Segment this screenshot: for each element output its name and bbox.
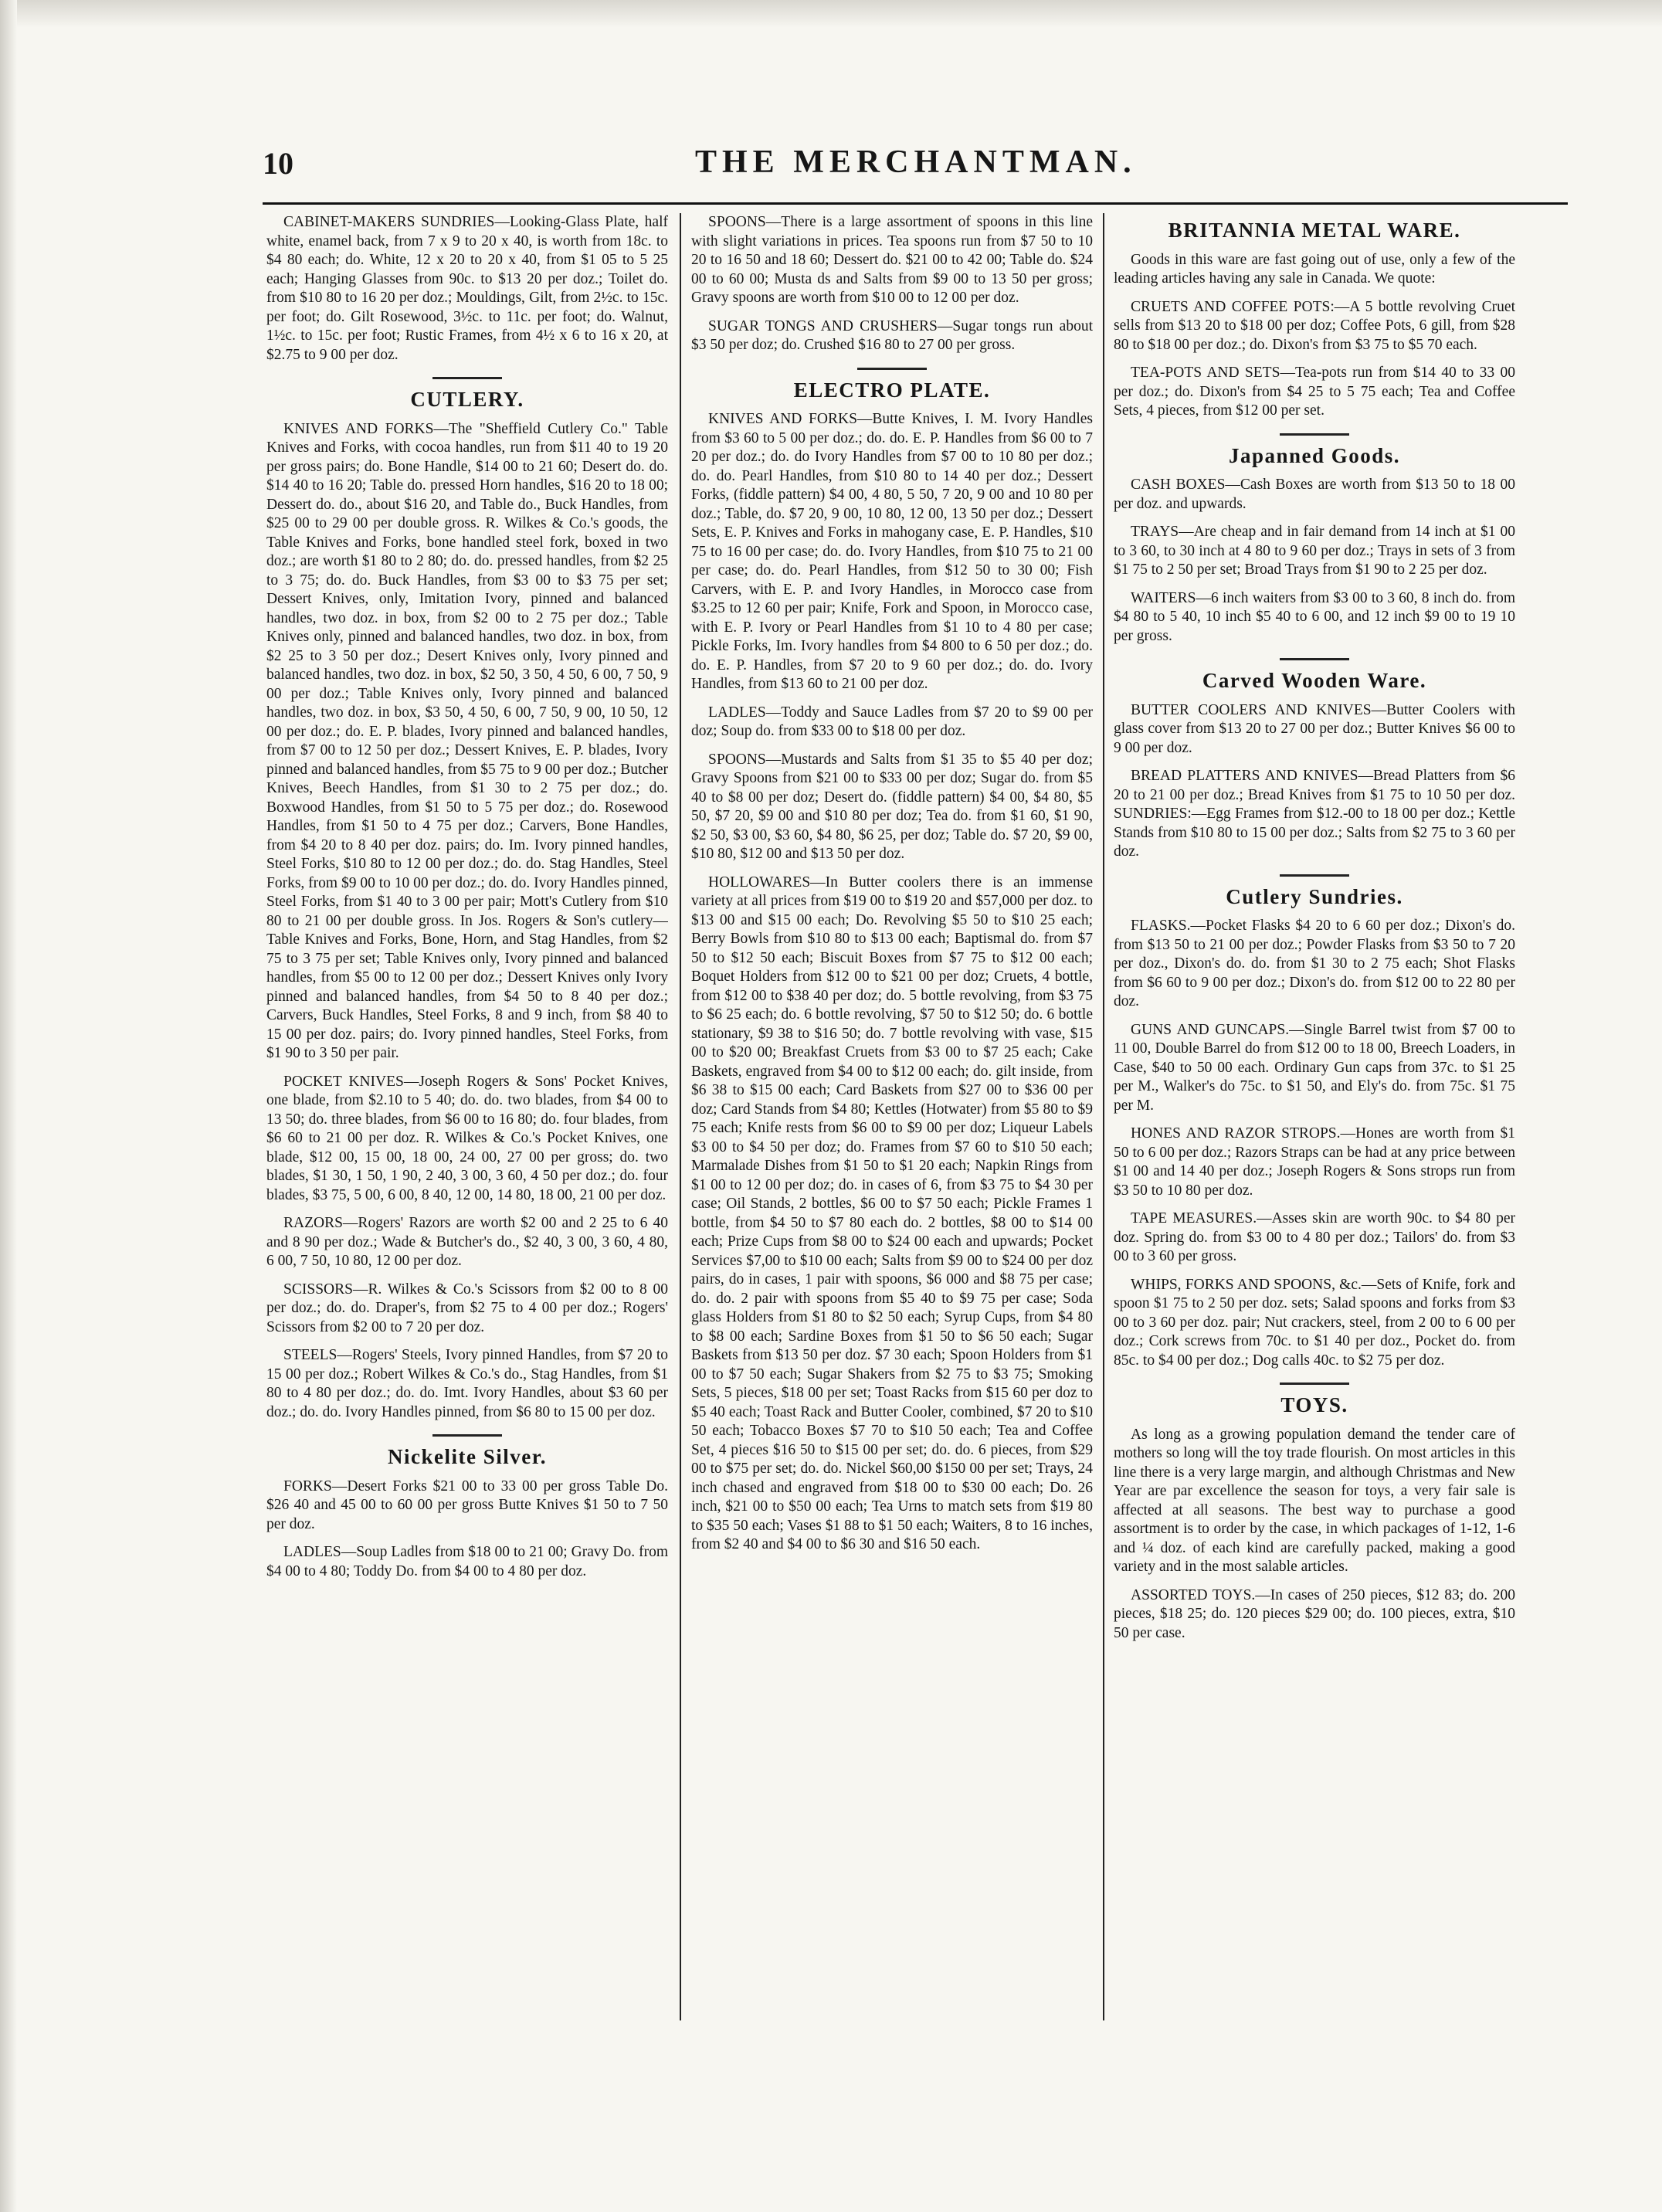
paragraph-forks: FORKS—Desert Forks $21 00 to 33 00 per gross Table Do. $26 40 and 45 00 to 60 00 per gross Butte Knives $1 50 to 7 50 per doz. bbox=[266, 1477, 668, 1532]
paragraph-spoons-electro: SPOONS—Mustards and Salts from $1 35 to $5 40 per doz; Gravy Spoons from $21 00 to $33 00 per doz; Sugar do. from $5 40 to $8 00 per doz; Desert do. (fiddle pattern) $4 00, $4 80, $5 50, $7 20, $9 00 and $10 80 per doz; Tea do. from $1 60, $1 90, $2 50, $3 00, $3 60, $4 80, $6 25, per doz; Table do. $7 20, $9 00, $10 80, $12 00 and $13 50 per doz. bbox=[691, 751, 1093, 862]
paragraph-sugar-tongs: SUGAR TONGS AND CRUSHERS—Sugar tongs run about $3 50 per doz; do. Crushed $16 80 to 27 00 per gross. bbox=[691, 317, 1093, 353]
paragraph-whips-forks-spoons: WHIPS, FORKS AND SPOONS, &c.—Sets of Knife, fork and spoon $1 75 to 2 50 per doz. sets; Salad spoons and forks from $3 00 to 3 60 per doz. pair; Nut crackers, steel, from 2 00 to 6 00 per doz.; Cork screws from 70c. to $1 40 per doz., Pocket do. from 85c. to $4 00 per doz.; Dog calls 40c. to $2 75 per doz. bbox=[1114, 1276, 1515, 1369]
column-divider bbox=[1103, 213, 1104, 2020]
column-1 bbox=[266, 213, 668, 2152]
paragraph-cabinet-makers: CABINET-MAKERS SUNDRIES—Looking-Glass Plate, half white, enamel back, from 7 x 9 to 20 x 40, is worth from 18c. to $4 80 each; do. White, 12 x 20 to 20 x 40, from $1 05 to 5 25 each; Hanging Glasses from 90c. to $13 20 per doz.; Toilet do. from $10 80 to 16 20 per doz.; Mouldings, Gilt, from 2½c. to 15c. per foot; do. Gilt Rosewood, 3½c. to 11c. per foot; do. Walnut, 1½c. to 15c. per foot; Rustic Frames, from 4½ x 6 to 16 x 20, at $2.75 to 9 00 per doz. bbox=[266, 214, 668, 363]
paragraph-butter-coolers: BUTTER COOLERS AND KNIVES—Butter Coolers with glass cover from $13 20 to 27 00 per doz.; Butter Knives $6 00 to 9 00 per doz. bbox=[1114, 701, 1515, 756]
paper-top-edge bbox=[0, 0, 1662, 28]
paper-left-edge bbox=[0, 0, 17, 2212]
section-rule bbox=[1280, 658, 1349, 660]
paragraph-knives-forks: KNIVES AND FORKS—Butte Knives, I. M. Ivory Handles from $3 60 to 5 00 per doz.; do. do. E. P. Handles from $6 00 to 7 20 per doz.; do. do Ivory Handles from $7 00 to 10 80 per doz.; do. do. Pearl Handles, from $10 80 to 14 40 per doz.; Dessert Forks, (fiddle pattern) $4 00, 4 80, 5 50, 7 20, 9 00 and 10 80 per doz.; Table, do. $7 20, 9 00, 10 80, 12 00, 13 50 per doz.; Dessert Sets, E. P. Knives and Forks in mahogany case, E. P. Handles, $10 75 to 16 00 per case; do. do. Ivory Handles, from $10 75 to 21 00 per case; do. do. Pearl Handles, from $12 50 to 30 00; Fish Carvers, with E. P. and Ivory Handles, in Morocco case from $3.25 to 12 60 per pair; Knife, Fork and Spoon, in Morocco case, with E. P. Ivory or Pearl Handles from $1 10 to 4 80 per case; Pickle Forks, Im. Ivory handles from $4 800 to 6 50 per doz.; do. do. E. P. Handles, from $7 20 to 9 60 per doz.; do. do. Ivory Handles, from $13 60 to 21 00 per doz. bbox=[691, 411, 1093, 692]
heading-carved-wooden-ware: Carved Wooden Ware. bbox=[1202, 669, 1427, 692]
paragraph-britannia-intro: Goods in this ware are fast going out of use, only a few of the leading articles having any sale in Canada. We quote: bbox=[1114, 251, 1515, 287]
paragraph-hollowares: HOLLOWARES—In Butter coolers there is an immense variety at all prices from $19 00 to $19 20 and $57,000 per doz. to $13 00 and $15 00 each; Do. Revolving $5 50 to $10 25 each; Berry Bowls from $10 80 to $13 00 each; Baptismal do. from $7 50 to $12 50 each; Biscuit Boxes from $7 75 to $12 00 each; Boquet Holders from $12 00 to $21 00 per doz; Cruets, 4 bottle, from $12 00 to $38 40 per doz; do. 5 bottle revolving, from $3 75 to $6 25 each; do. 6 bottle revolving, $7 50 to $12 50; do. 6 bottle stationary, $9 38 to $16 50; do. 7 bottle revolving with vase, $15 00 to $20 00; Breakfast Cruets from $3 00 to $7 25 each; Cake Baskets, engraved from $4 00 to $12 00 each; do. gilt inside, from $6 38 to $15 00 each; Card Baskets from $27 00 to $36 00 per doz; Card Stands from $4 80; Kettles (Hotwater) from $5 80 to $9 75 each; Knife rests from $6 00 to $9 00 per doz; Liqueur Labels $3 00 to $4 50 per doz; do. Frames from $7 60 to $10 50 each; Marmalade Dishes from $1 50 to $1 20 each; Napkin Rings from $1 00 to 12 00 per doz; do. in cases of 6, from $3 75 to $4 30 per case; Oil Stands, 2 bottles, $6 00 to $7 50 each; Pickle Frames 1 bottle, from $4 50 to $7 80 each do. 2 bottles, $8 00 to $14 00 each; Prize Cups from $8 00 to $24 00 each and upwards; Pocket Services $7,00 to $10 00 each; Salts from $9 00 to $24 00 per doz pairs, do in cases, 1 pair with spoons, $6 000 and $8 75 per case; do. do. 2 pair with spoons from $5 40 to $9 75 per case; Soda glass Holders from $1 80 to $2 50 each; Syrup Cups, from $4 80 to $8 00 each; Sardine Boxes from $1 50 to $6 50 each; Sugar Baskets from $13 50 per doz. $7 30 each; Spoon Holders from $1 00 to $7 50 each; Sugar Shakers from $2 75 to $3 75; Smoking Sets, 5 pieces, $18 00 per set; Toast Racks from $15 60 per doz to $5 40 each; Toast Rack and Butter Cooler, combined, $7 20 to $10 50 each; Tobacco Boxes $7 70 to $10 50 each; Tea and Coffee Set, 4 pieces $16 50 to $15 00 per set; do. do. 6 pieces, from $29 00 to $75 per set; do. do. Nickel $60,00 $150 00 per set; Trays, 24 inch chased and engraved from $18 00 to $30 00 each; Do. 26 inch, $21 00 to $50 00 each; Tea Urns to match sets from $19 80 to $35 50 each; Vases $1 88 to $1 50 each; Waiters, 8 to 16 inches, from $2 40 and $4 00 to $6 30 and $16 50 each. bbox=[691, 874, 1093, 1552]
column-2 bbox=[691, 213, 1093, 2152]
paragraph-knives-forks: KNIVES AND FORKS—The "Sheffield Cutlery Co." Table Knives and Forks, with cocoa handles, run from $11 40 to 19 20 per gross pairs; do. Bone Handle, $14 00 to 21 60; Desert do. do. $14 40 to 16 20; Table do. pressed Horn handles, $16 20 to 18 00; Dessert do. do., about $16 20, and Table do., Buck Handles, from $25 00 to 29 00 per double gross. R. Wilkes & Co.'s goods, the Table Knives and Forks, bone handled steel fork, boxed in two doz.; are worth $1 80 to 2 80; do. do. pressed handles, from $2 25 to 3 75; do. do. Buck Handles, from $3 00 to $3 75 per set; Dessert Knives, only, Imitation Ivory, pinned and balanced handles, two doz. in box, from $2 00 to 2 75 per doz.; Table Knives only, pinned and balanced handles, two doz. in box, from $2 25 to 3 50 per doz.; Desert Knives only, Ivory pinned and balanced handles, two doz. in box, $2 50, 3 50, 4 50, 6 00, 7 50, 9 00 per doz.; Table Knives only, Ivory pinned and balanced handles, two doz. in box, $3 50, 4 50, 6 00, 7 50, 9 00, 10 50, 12 00 per doz.; do. E. P. blades, Ivory pinned and balanced handles, from $7 00 to 12 50 per doz.; Dessert Knives, E. P. blades, Ivory pinned and balanced handles, from $5 75 to 9 00 per doz.; Butcher Knives, Beech Handles, from $1 30 to 2 75 per doz.; do. Boxwood Handles, from $1 50 to 5 75 per doz.; do. Rosewood Handles, from $1 50 to 4 75 per doz.; Carvers, Bone Handles, from $4 20 to 8 40 per doz. pairs; do. Im. Ivory pinned handles, Steel Forks, $10 80 to 12 00 per doz.; do. do. Stag Handles, Steel Forks, from $9 00 to 10 00 per doz.; do. do. Ivory Handles pinned, Steel Forks, from $1 40 to 3 00 per pair; Mott's Cutlery from $10 80 to 21 00 per double gross. In Jos. Rogers & Son's cutlery—Table Knives and Forks, Bone, Horn, and Stag Handles, from $2 75 to 3 75 per set; Table Knives only, Ivory pinned and balanced handles, from $5 00 to 12 00 per doz.; Dessert Knives only Ivory pinned and balanced handles, from $4 50 to 8 40 per doz.; Carvers, Buck Handles, Steel Forks, 8 and 9 inch, from $8 40 to 15 00 per doz. pairs; do. Ivory pinned handles, Steel Forks, from $1 90 to 3 50 per pair. bbox=[266, 420, 668, 1061]
section-rule bbox=[1280, 874, 1349, 877]
section-rule bbox=[432, 1434, 502, 1437]
page-header bbox=[263, 136, 1576, 198]
paragraph-toys: As long as a growing population demand the tender care of mothers so long will the toy trade flourish. On most articles in this line there is a very large margin, and although Christmas and New Year are par excellence the season for toys, a very fair sale is affected at all seasons. The best way to purchase a good assortment is to order by the case, in which packages of 1-12, 1-6 and ¼ doz. of each kind are carefully packed, making a good variety and in the most salable articles. bbox=[1114, 1426, 1515, 1575]
paragraph-ladles: LADLES—Toddy and Sauce Ladles from $7 20 to $9 00 per doz; Soup do. from $33 00 to $18 00 per doz. bbox=[691, 704, 1093, 739]
heading-toys: TOYS. bbox=[1280, 1393, 1348, 1416]
paragraph-hones: HONES AND RAZOR STROPS.—Hones are worth from $1 50 to 6 00 per doz.; Razors Straps can be had at any price between $1 00 and 14 40 per doz.; Joseph Rogers & Sons strops run from $3 50 to 10 80 per doz. bbox=[1114, 1125, 1515, 1199]
section-rule bbox=[1280, 433, 1349, 436]
heading-electro-plate: ELECTRO PLATE. bbox=[793, 378, 991, 402]
paragraph-guns: GUNS AND GUNCAPS.—Single Barrel twist from $7 00 to 11 00, Double Barrel do from $12 00 to 18 00, Breech Loaders, in Case, $40 to 50 00 each. Ordinary Gun caps from 37c. to $1 25 per M., Walker's do 75c. to $1 50, and Ely's do. from 75c. $1 75 per M. bbox=[1114, 1021, 1515, 1114]
heading-japanned-goods: Japanned Goods. bbox=[1228, 443, 1401, 467]
paragraph-steels: STEELS—Rogers' Steels, Ivory pinned Handles, from $7 20 to 15 00 per doz.; Robert Wilkes & Co.'s do., Stag Handles, from $1 80 to 4 80 per doz.; do. do. Imt. Ivory Handles, about $3 60 per doz.; do. do. Ivory Handles pinned, from $6 80 to 15 00 per doz. bbox=[266, 1347, 668, 1420]
heading-britannia-metal-ware: BRITANNIA METAL WARE. bbox=[1168, 219, 1461, 242]
paragraph-bread-platters: BREAD PLATTERS AND KNIVES—Bread Platters from $6 20 to 21 00 per doz.; Bread Knives from $1 75 to 10 50 per doz. SUNDRIES:—Egg Frames from $12.-00 to 18 00 per doz.; Kettle Stands from $10 80 to 15 00 per doz.; Salts from $2 75 to 3 60 per doz. bbox=[1114, 768, 1515, 860]
heading-cutlery: CUTLERY. bbox=[410, 388, 524, 411]
column-divider bbox=[680, 213, 681, 2020]
column-3 bbox=[1114, 213, 1515, 2152]
paragraph-scissors: SCISSORS—R. Wilkes & Co.'s Scissors from $2 00 to 8 00 per doz.; do. do. Draper's, from $2 75 to 4 00 per doz.; Rogers' Scissors from $2 00 to 7 20 per doz. bbox=[266, 1281, 668, 1335]
paragraph-pocket-knives: POCKET KNIVES—Joseph Rogers & Sons' Pocket Knives, one blade, from $2.10 to 5 40; do. do. two blades, from $4 00 to 13 50; do. three blades, from $6 00 to 16 80; do. four blades, from $6 60 to 21 00 per doz. R. Wilkes & Co.'s Pocket Knives, one blade, $12 00, 15 00, 18 00, 24 00, 27 00 per gross; do. two blades, $1 30, 1 50, 1 90, 2 40, 3 00, 3 60, 4 50 per doz.; do. four blades, $3 75, 5 00, 6 00, 8 40, 12 00, 14 80, 18 00, 21 00 per doz. bbox=[266, 1073, 668, 1203]
paragraph-tea-pots: TEA-POTS AND SETS—Tea-pots run from $14 40 to 33 00 per doz.; do. Dixon's from $4 25 to 5 75 each; Tea and Coffee Sets, 4 pieces, from $12 00 per set. bbox=[1114, 365, 1515, 419]
paragraph-razors: RAZORS—Rogers' Razors are worth $2 00 and 2 25 to 6 40 and 8 90 per doz.; Wade & Butcher's do., $2 40, 3 00, 3 60, 4 80, 6 00, 7 50, 10 80, 12 00 per doz. bbox=[266, 1215, 668, 1269]
paragraph-cash-boxes: CASH BOXES—Cash Boxes are worth from $13 50 to 18 00 per doz. and upwards. bbox=[1114, 477, 1515, 512]
paragraph-flasks: FLASKS.—Pocket Flasks $4 20 to 6 60 per doz.; Dixon's do. from $13 50 to 21 00 per doz.; Powder Flasks from $3 50 to 7 20 per doz., Dixon's do. do. from $1 30 to 2 75 each; Shot Flasks from $6 60 to 9 00 per doz.; Dixon's do. from $12 00 to 22 80 per doz. bbox=[1114, 918, 1515, 1009]
paragraph-waiters: WAITERS—6 inch waiters from $3 00 to 3 60, 8 inch do. from $4 80 to 5 40, 10 inch $5 40 to 6 00, and 12 inch $9 00 to 19 10 per gross. bbox=[1114, 589, 1515, 644]
section-rule bbox=[432, 377, 502, 379]
paragraph-cruets: CRUETS AND COFFEE POTS:—A 5 bottle revolving Cruet sells from $13 20 to $18 00 per doz; Coffee Pots, 6 gill, from $28 80 to $18 00 per doz.; do. Dixon's from $3 75 to $5 70 each. bbox=[1114, 298, 1515, 353]
page-number: 10 bbox=[263, 146, 293, 181]
paragraph-trays: TRAYS—Are cheap and in fair demand from 14 inch at $1 00 to 3 60, to 30 inch at 4 80 to 9 60 per doz.; Trays in sets of 3 from $1 75 to 2 50 per set; Broad Trays from $1 90 to 2 25 per doz. bbox=[1114, 524, 1515, 578]
paragraph-assorted-toys: ASSORTED TOYS.—In cases of 250 pieces, $12 83; do. 200 pieces, $18 25; do. 120 pieces $29 00; do. 100 pieces, extra, $10 50 per case. bbox=[1114, 1586, 1515, 1641]
section-rule bbox=[857, 368, 927, 370]
paragraph-spoons: SPOONS—There is a large assortment of spoons in this line with slight variations in prices. Tea spoons run from $7 50 to 10 20 to 16 50 and 18 60; Dessert do. $21 00 to 42 00; Table do. $24 00 to 60 00; Musta ds and Salts from $9 00 to 13 50 per gross; Gravy spoons are worth from $10 00 to 12 00 per doz. bbox=[691, 214, 1093, 306]
section-rule bbox=[1280, 1382, 1349, 1385]
heading-cutlery-sundries: Cutlery Sundries. bbox=[1226, 884, 1403, 908]
paragraph-ladles: LADLES—Soup Ladles from $18 00 to 21 00; Gravy Do. from $4 00 to 4 80; Toddy Do. from $4 00 to 4 80 per doz. bbox=[266, 1544, 668, 1579]
heading-nickelite-silver: Nickelite Silver. bbox=[388, 1445, 547, 1468]
paragraph-tape-measures: TAPE MEASURES.—Asses skin are worth 90c. to $4 80 per doz. Spring do. from $3 00 to 4 80 per doz.; Tailors' do. from $3 00 to 3 60 per gross. bbox=[1114, 1210, 1515, 1264]
header-rule bbox=[263, 202, 1568, 205]
masthead-title: THE MERCHANTMAN. bbox=[695, 144, 1137, 180]
